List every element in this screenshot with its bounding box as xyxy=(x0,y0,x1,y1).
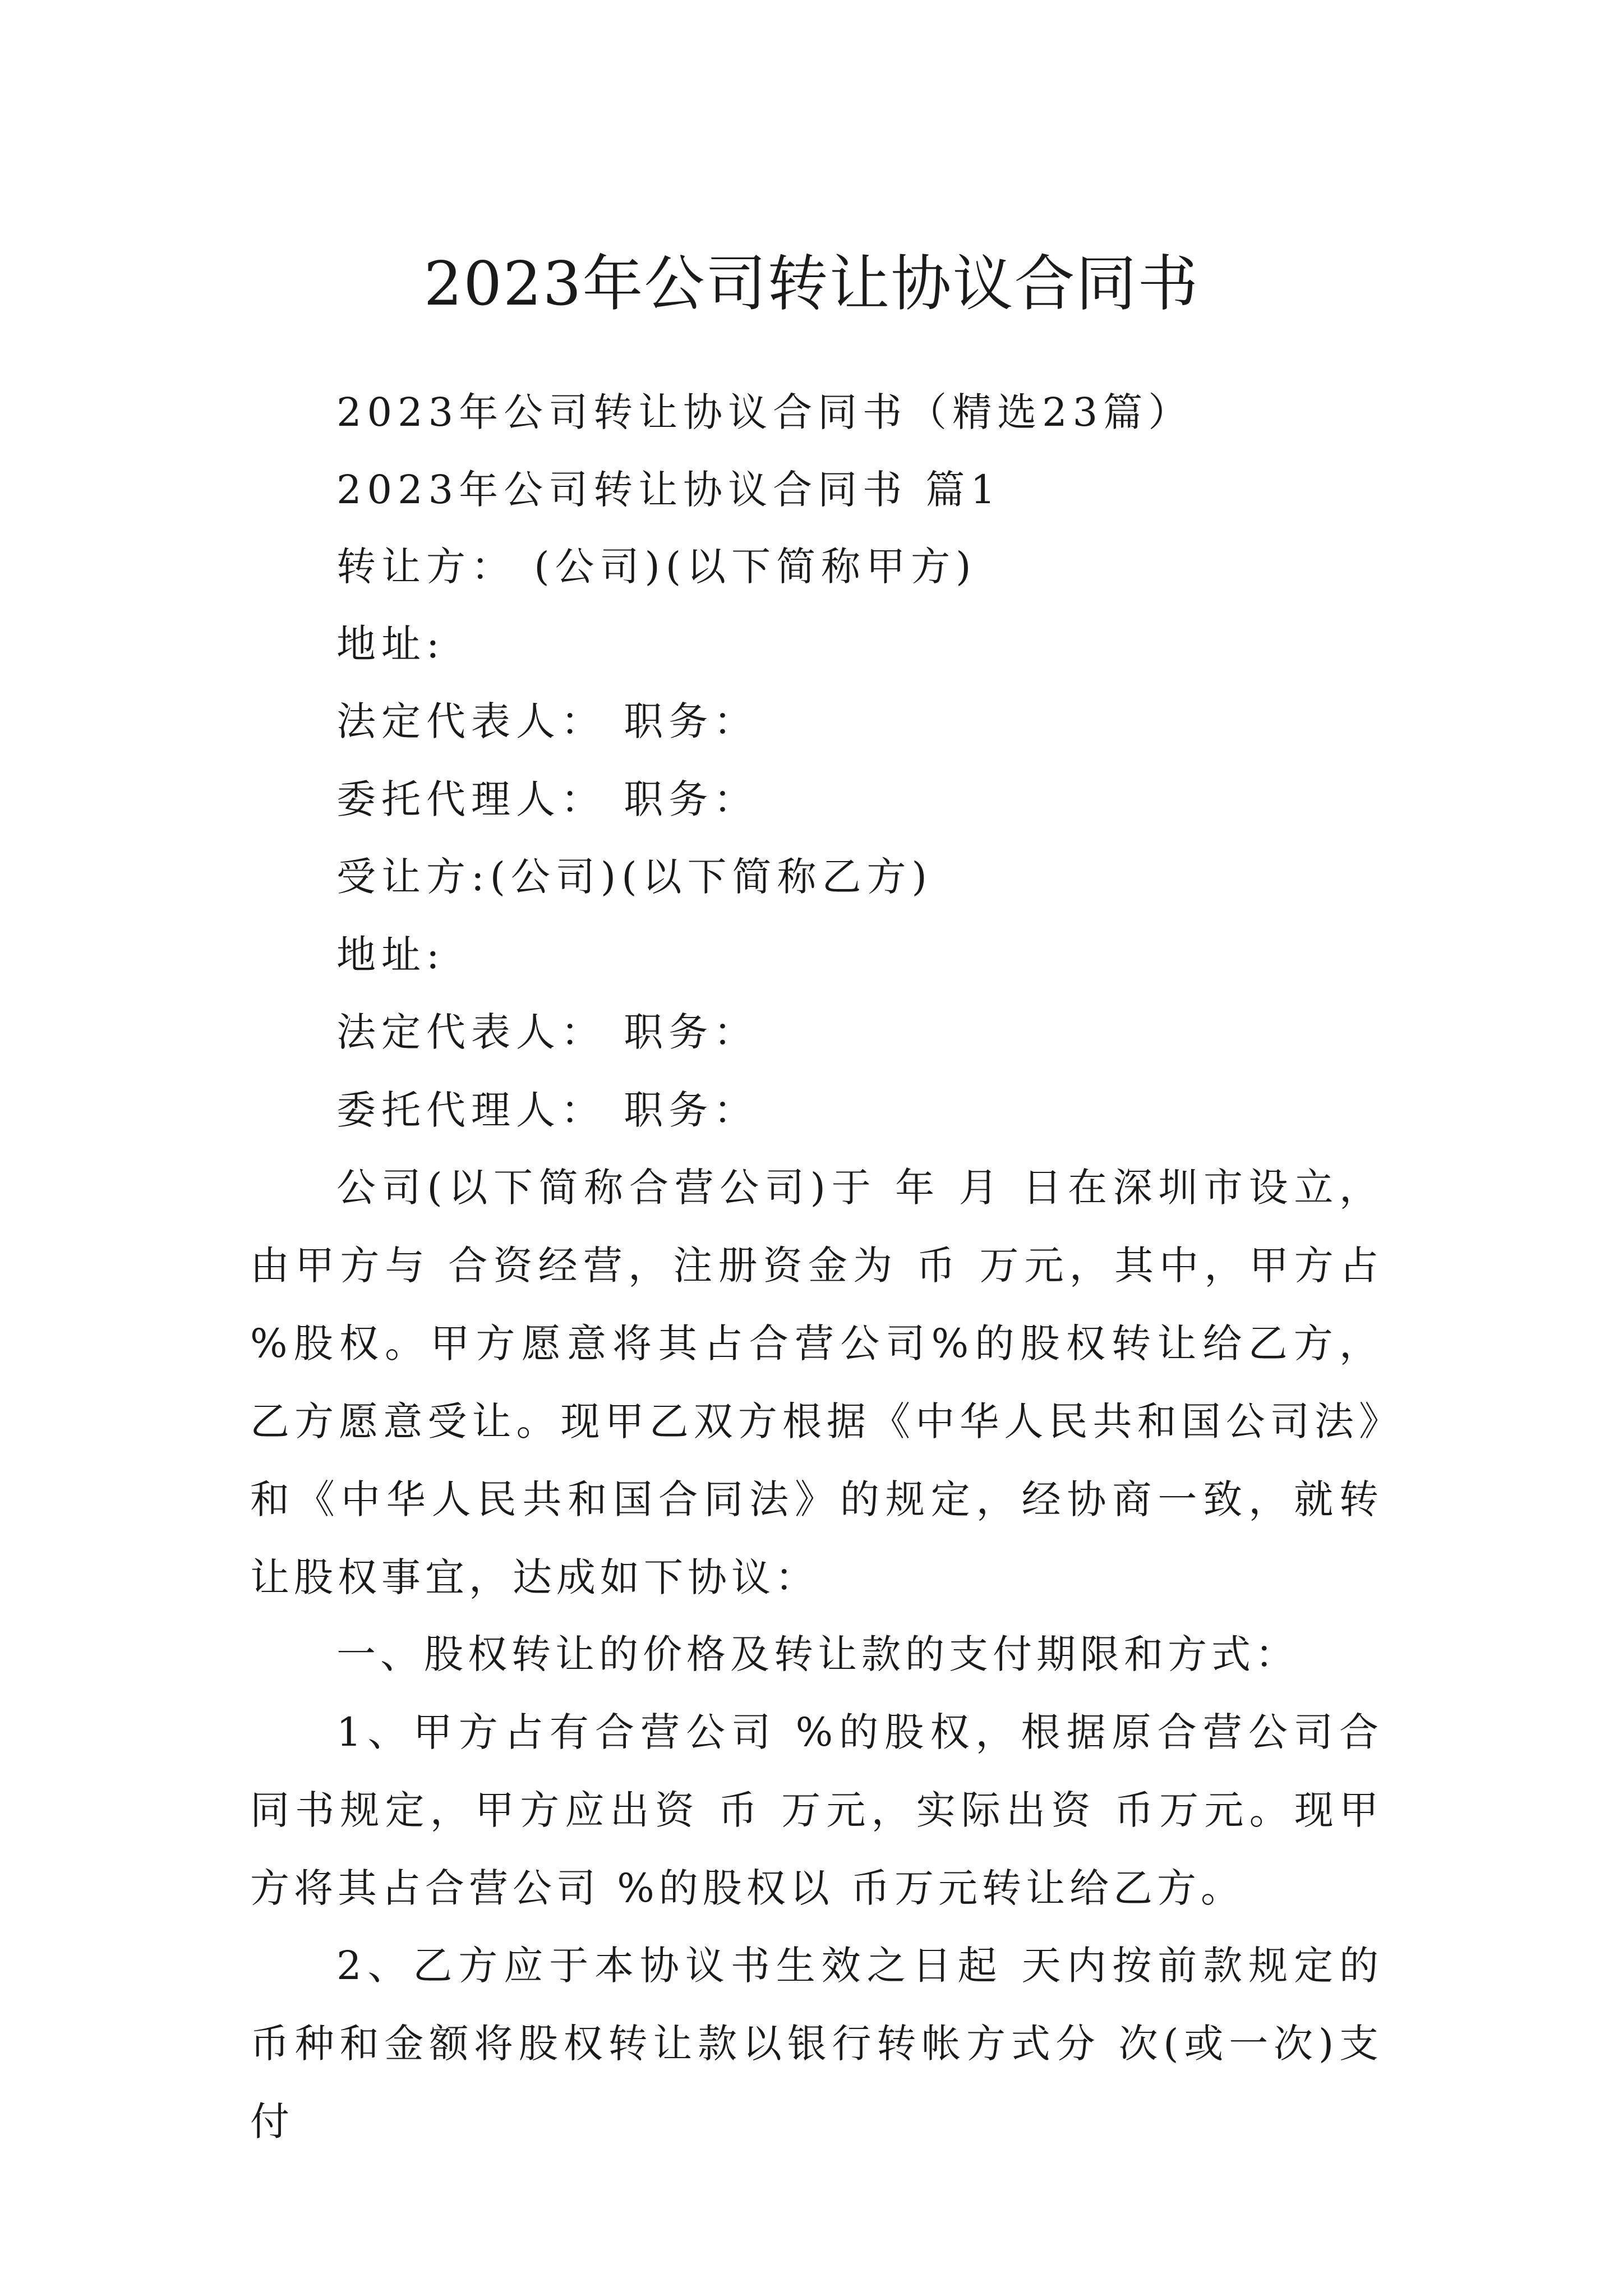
transferee-agent-line: 委托代理人： 职务： xyxy=(336,1087,759,1133)
clause-heading: 一、股权转让的价格及转让款的支付期限和方式： xyxy=(336,1631,1299,1677)
transferor-line: 转让方： (公司)(以下简称甲方) xyxy=(336,544,977,590)
transferor-address-line: 地址: xyxy=(336,621,445,667)
intro-paragraph: 公司(以下简称合营公司)于 年 月 日在深圳市设立，由甲方与 合资经营，注册资金为 币 万元，其中，甲方占 %股权。甲方愿意将其占合营公司%的股权转让给乙方，乙方愿意受让。现甲乙双方根据《中华人民共和国公司法》和《中华人民共和国合同法》的规定，经协商一致，就转让股权事宜，达成如下协议： xyxy=(250,1165,1383,1600)
transferee-address-line: 地址: xyxy=(336,932,445,978)
clause-2-paragraph: 2、乙方应于本协议书生效之日起 天内按前款规定的币种和金额将股权转让款以银行转帐方式分 次(或一次)支付 xyxy=(250,1943,1383,2145)
clause-1-paragraph: 1、甲方占有合营公司 %的股权，根据原合营公司合同书规定，甲方应出资 币 万元，实际出资 币万元。现甲方将其占合营公司 %的股权以 币万元转让给乙方。 xyxy=(250,1709,1383,1911)
document-title: 2023年公司转让协议合同书 xyxy=(423,249,1200,320)
section-heading: 2023年公司转让协议合同书 篇1 xyxy=(336,467,1001,513)
transferee-line: 受让方:(公司)(以下简称乙方) xyxy=(336,854,933,900)
transferor-legal-rep-line: 法定代表人： 职务： xyxy=(336,698,759,744)
transferee-legal-rep-line: 法定代表人： 职务： xyxy=(336,1009,759,1055)
transferor-agent-line: 委托代理人： 职务： xyxy=(336,776,759,822)
document-subtitle: 2023年公司转让协议合同书（精选23篇） xyxy=(336,389,1193,435)
